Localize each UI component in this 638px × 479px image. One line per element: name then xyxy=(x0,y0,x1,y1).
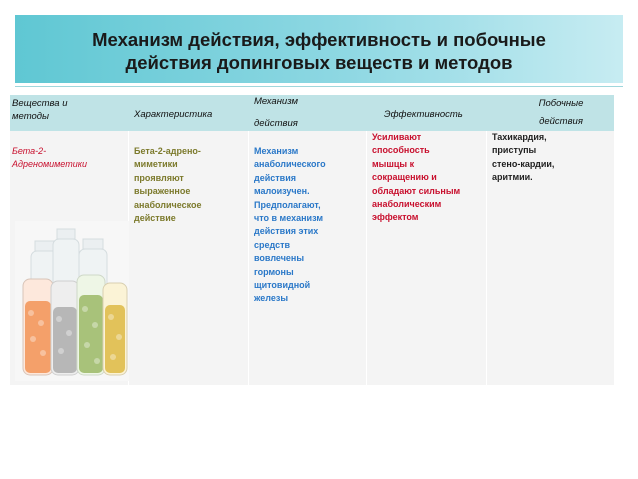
cell-mechanism-line: анаболического xyxy=(254,159,326,170)
header-side-effects xyxy=(529,97,593,128)
header-substances xyxy=(12,97,68,123)
cell-efficiency-line: Усиливают xyxy=(372,132,422,142)
title-line-2: действия допинговых веществ и методов xyxy=(125,52,513,73)
column-divider xyxy=(486,131,487,385)
cell-efficiency-line: способность xyxy=(372,145,430,156)
cell-characteristic-line: проявляют xyxy=(134,172,184,183)
cell-efficiency xyxy=(372,131,460,225)
page-title xyxy=(15,28,623,74)
title-divider xyxy=(15,86,623,87)
cell-side-effects-line: стено-кардии, xyxy=(492,158,555,169)
header-mechanism xyxy=(254,95,298,130)
cell-characteristic-line: миметики xyxy=(134,159,178,170)
cell-mechanism-line: средств xyxy=(254,239,291,250)
cell-mechanism-line: железы xyxy=(254,293,289,304)
cell-side-effects-line: аритмии. xyxy=(492,172,533,183)
cell-side-effects-line: приступы xyxy=(492,145,537,156)
header-substances-line-2: методы xyxy=(12,111,50,122)
cell-characteristic-line: анаболическое xyxy=(134,199,202,210)
title-banner xyxy=(15,15,623,83)
cell-mechanism-line: действия этих xyxy=(254,226,319,237)
cell-substance-line: Адреномиметики xyxy=(12,159,87,170)
cell-efficiency-line: анаболическим xyxy=(372,199,442,210)
cell-mechanism xyxy=(254,145,326,306)
cell-efficiency-line: эффектом xyxy=(372,212,419,223)
cell-side-effects xyxy=(492,131,554,185)
cell-characteristic-line: выраженное xyxy=(134,186,191,197)
header-mechanism-line-2: действия xyxy=(254,118,298,129)
cell-mechanism-line: щитовидной xyxy=(254,280,311,291)
cell-efficiency-line: мышцы к xyxy=(372,158,415,169)
table-header-row xyxy=(10,95,614,131)
cell-efficiency-line: сокращению и xyxy=(372,172,437,183)
cell-mechanism-line: действия xyxy=(254,172,296,183)
header-characteristic: Характеристика xyxy=(134,109,213,120)
header-substances-line-1: Вещества и xyxy=(12,98,68,109)
cell-substance xyxy=(12,145,87,172)
header-side-effects-line-2: действия xyxy=(539,116,583,127)
cell-mechanism-line: Предполагают, xyxy=(254,199,321,210)
column-divider xyxy=(248,131,249,385)
header-efficiency: Эффективность xyxy=(384,109,463,120)
cell-mechanism-line: малоизучен. xyxy=(254,186,310,197)
pill-bottles-photo xyxy=(15,221,129,381)
cell-mechanism-line: что в механизм xyxy=(254,213,323,224)
doping-table xyxy=(10,95,614,385)
cell-mechanism-line: Механизм xyxy=(254,146,299,156)
header-side-effects-line-1: Побочные xyxy=(538,98,584,109)
cell-mechanism-line: гормоны xyxy=(254,266,294,277)
cell-substance-line: Бета-2- xyxy=(12,146,47,156)
cell-efficiency-line: обладают сильным xyxy=(372,185,461,196)
cell-characteristic xyxy=(134,145,202,225)
cell-side-effects-line: Тахикардия, xyxy=(492,132,547,142)
cell-characteristic-line: действие xyxy=(134,213,176,224)
cell-characteristic-line: Бета-2-адрено- xyxy=(134,146,201,156)
title-line-1: Механизм действия, эффективность и побочные xyxy=(92,29,546,50)
column-divider xyxy=(366,131,367,385)
cell-mechanism-line: вовлечены xyxy=(254,253,305,264)
header-mechanism-line-1: Механизм xyxy=(254,96,299,107)
